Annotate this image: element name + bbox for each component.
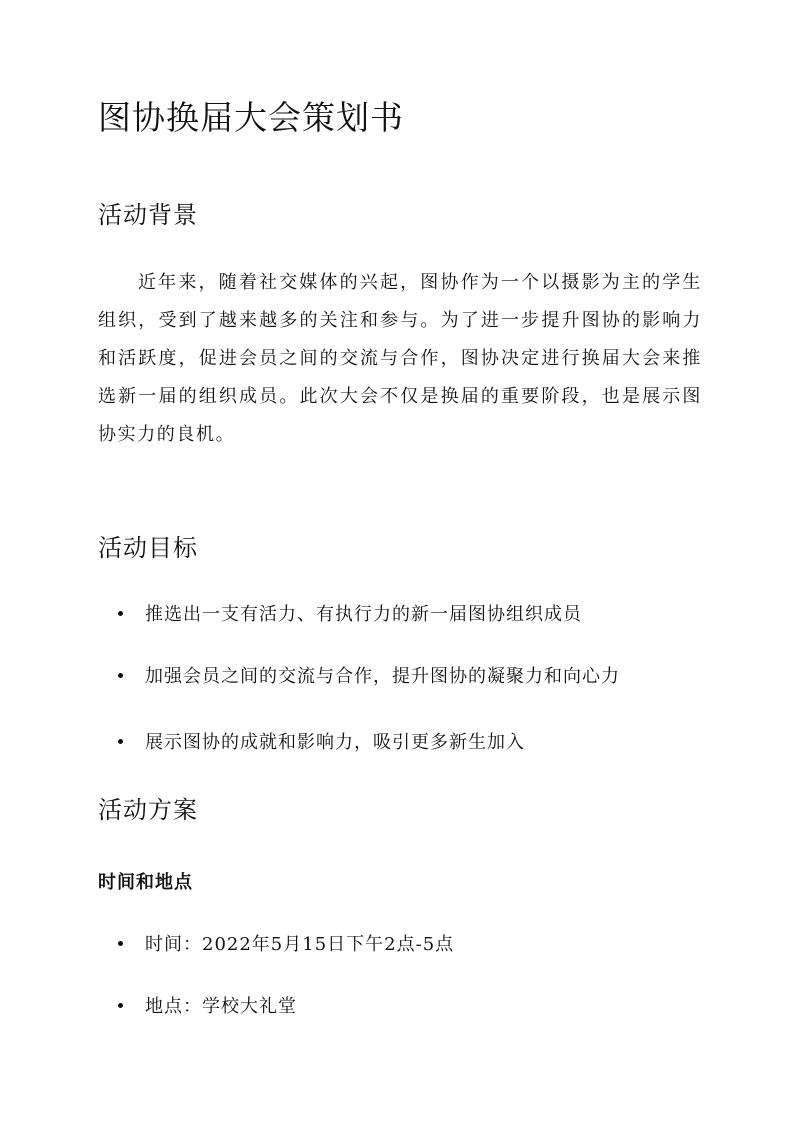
list-item-text: 加强会员之间的交流与合作，提升图协的凝聚力和向心力 <box>145 666 620 687</box>
bullet-icon <box>118 611 123 616</box>
list-item-text: 地点：学校大礼堂 <box>145 996 297 1017</box>
bullet-icon <box>118 1003 123 1008</box>
bullet-icon <box>118 673 123 678</box>
list-item <box>118 728 525 754</box>
document-title: 图协换届大会策划书 <box>98 98 404 137</box>
bullet-icon <box>118 739 123 744</box>
list-item-text: 时间：2022年5月15日下午2点-5点 <box>145 934 455 955</box>
list-item <box>118 662 620 688</box>
background-paragraph: 近年来，随着社交媒体的兴起，图协作为一个以摄影为主的学生组织，受到了越来越多的关注和参与。为了进一步提升图协的影响力和活跃度，促进会员之间的交流与合作，图协决定进行换届大会来推选新一届的组织成员。此次大会不仅是换届的重要阶段，也是展示图协实力的良机。 <box>98 272 702 445</box>
section-heading-background: 活动背景 <box>98 201 198 229</box>
section-heading-goals: 活动目标 <box>98 534 198 562</box>
list-item <box>118 930 454 956</box>
list-item-text: 展示图协的成就和影响力，吸引更多新生加入 <box>145 732 525 753</box>
list-item <box>118 992 297 1018</box>
list-item <box>118 600 582 626</box>
section-heading-plan: 活动方案 <box>98 796 198 824</box>
subheading-time-place: 时间和地点 <box>98 872 193 893</box>
bullet-icon <box>118 941 123 946</box>
list-item-text: 推选出一支有活力、有执行力的新一届图协组织成员 <box>145 604 582 625</box>
